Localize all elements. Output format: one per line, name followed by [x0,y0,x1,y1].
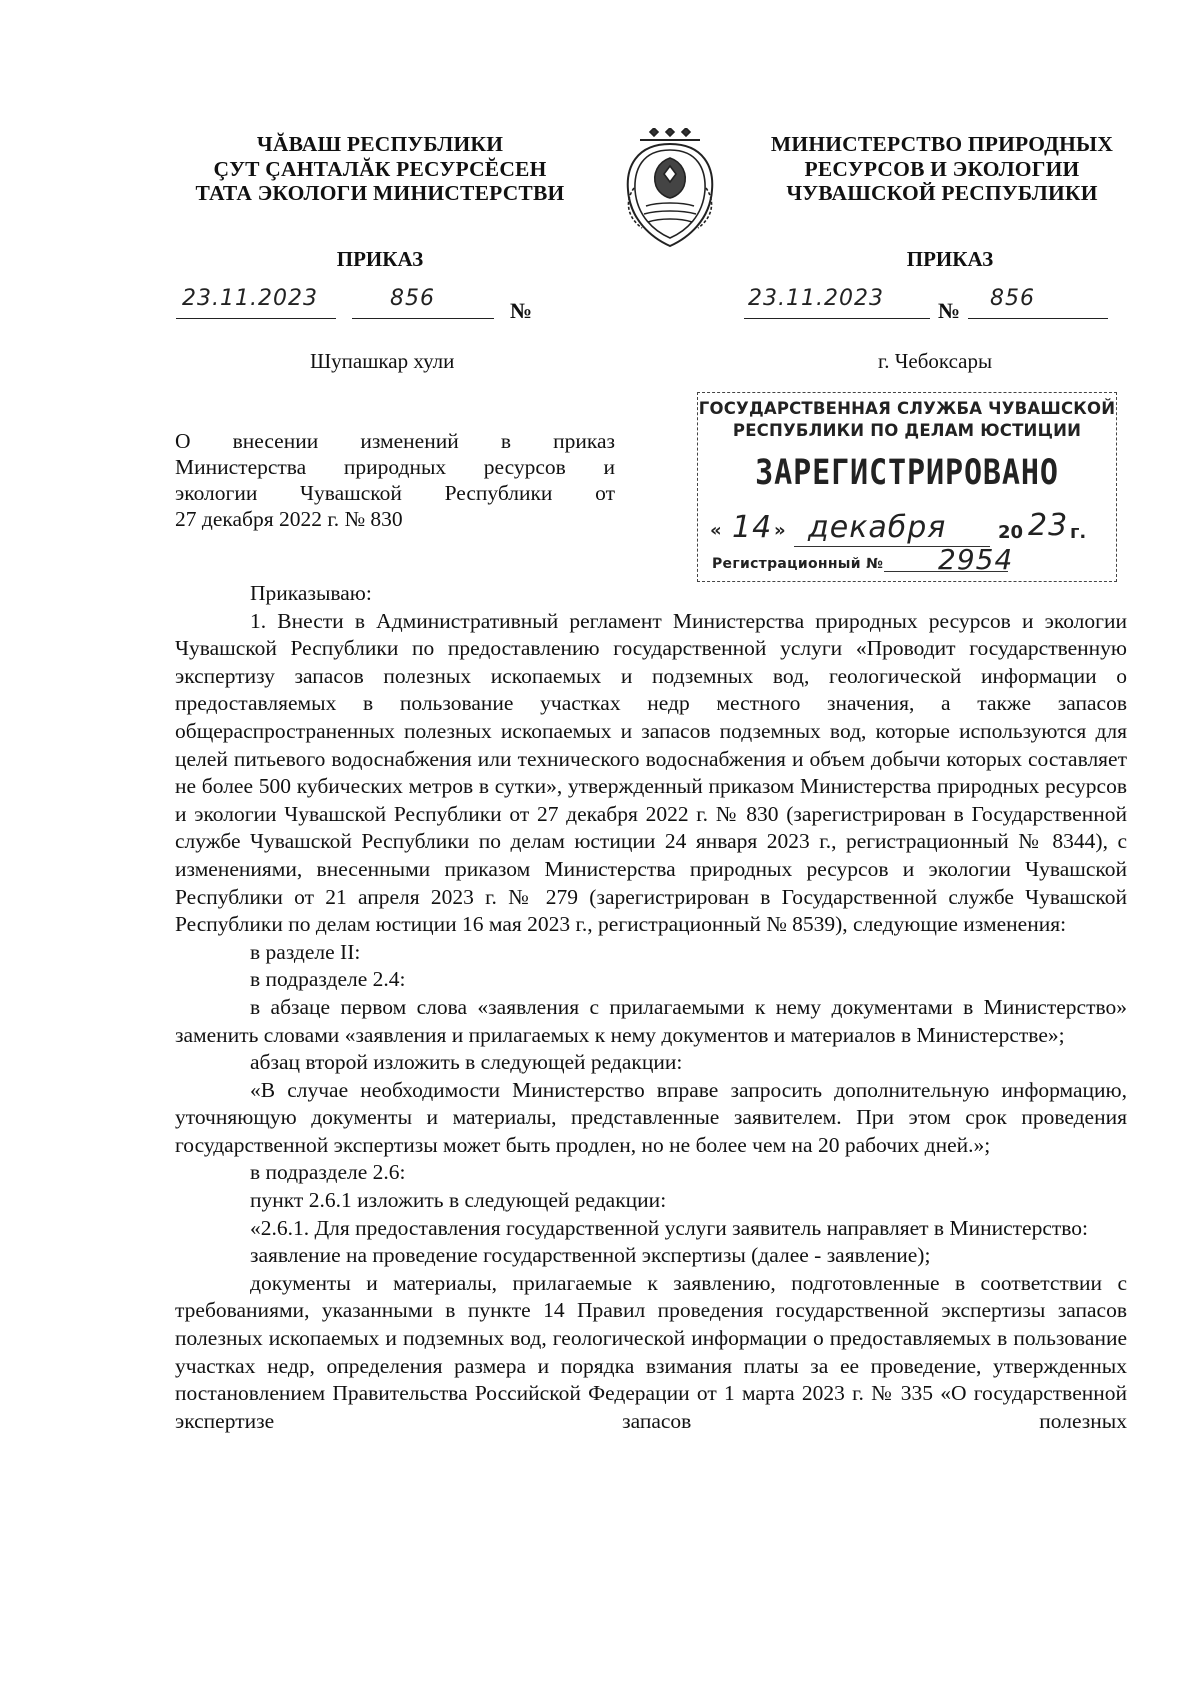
stamp-year-handwritten: 23 [1028,508,1069,543]
order-word: Приказываю: [250,581,372,605]
body-paragraph: в разделе II: [250,939,361,964]
subject-line: Министерства природных ресурсов и [175,455,615,479]
stamp-quote-open: « [710,520,722,541]
subject-line: экологии Чувашской Республики от [175,481,615,505]
header-left-line: ЧĂВАШ РЕСПУБЛИКИ [256,132,504,156]
body-paragraph: заявление на проведение государственной экспертизы (далее - заявление); [250,1243,931,1268]
stamp-date-row [698,510,1116,550]
body-paragraph: пункт 2.6.1 изложить в следующей редакции: [250,1188,667,1213]
left-number-handwritten: 856 [390,286,435,311]
stamp-year-unit: г. [1070,522,1087,543]
body-paragraph: в абзаце первом слова «заявления с прилагаемыми к нему документами в Министерство» заменить словами «заявления и прилагаемых к нему документов и материалов в Министерстве»; [175,994,1127,1047]
right-number-handwritten: 856 [990,286,1035,311]
coat-of-arms-emblem [614,128,726,250]
body-paragraph: документы и материалы, прилагаемые к заявлению, подготовленные в соответствии с требованиями, указанными в пункте 14 Правил проведения государственной экспертизы запасов полезных ископаемых и подземных вод, геологической информации о предоставляемых в пользование участках недр, определения размера и порядка взимания платы за ее проведение, утвержденных постановлением Правительства Российской Федерации от 1 марта 2023 г. № 335 «О государственной экспертизе запасов полезных [175,1270,1127,1433]
stamp-year-prefix: 20 [998,522,1024,543]
stamp-reg-underline [884,571,1008,572]
header-left-line: ÇУТ ÇАНТАЛĂК РЕСУРСĔСЕН [213,156,547,181]
stamp-quote-close: » [774,520,786,541]
body-paragraph: «2.6.1. Для предоставления государственной услуги заявитель направляет в Министерство: [250,1215,1088,1240]
prikaz-title-left: ПРИКАЗ [336,247,424,271]
stamp-registered-label: ЗАРЕГИСТРИРОВАНО [755,453,1059,493]
stamp-reg-number-handwritten: 2954 [938,543,1014,576]
header-right-line: ЧУВАШСКОЙ РЕСПУБЛИКИ [786,181,1098,205]
order-subject [175,428,615,532]
stamp-agency-line2: РЕСПУБЛИКИ ПО ДЕЛАМ ЮСТИЦИИ [732,421,1082,440]
body-paragraph: абзац второй изложить в следующей редакции: [250,1050,683,1075]
header-right [752,132,1132,206]
right-date-underline [744,318,930,319]
header-right-line: РЕСУРСОВ И ЭКОЛОГИИ [804,156,1080,181]
body-paragraph: в подразделе 2.6: [250,1160,406,1185]
left-number-underline [352,318,494,319]
place-left: Шупашкар хули [310,349,455,373]
body-paragraph: в подразделе 2.4: [250,967,406,992]
left-date-handwritten: 23.11.2023 [182,286,318,311]
subject-line: О внесении изменений в приказ [175,429,615,453]
prikaz-title-right: ПРИКАЗ [906,247,994,271]
number-sign-left: № [510,298,533,323]
header-left [190,132,570,206]
header-right-line: МИНИСТЕРСТВО ПРИРОДНЫХ [770,132,1114,156]
body-paragraph: 1. Внести в Административный регламент Министерства природных ресурсов и экологии Чувашской Республики по предоставлению государственной услуги «Проводит государственную экспертизу запасов полезных ископаемых и подземных вод, геологической информации о предоставляемых в пользование участках недр местного значения, а также запасов общераспространенных полезных ископаемых и запасов подземных вод, которые используются для целей питьевого водоснабжения или технического водоснабжения и объем добычи которых составляет не более 500 кубических метров в сутки», утвержденный приказом Министерства природных ресурсов и экологии Чувашской Республики от 27 декабря 2022 г. № 830 (зарегистрирован в Государственной службе Чувашской Республики по делам юстиции 24 января 2023 г., регистрационный № 8344), с изменениями, внесенными приказом Министерства природных ресурсов и экологии Чувашской Республики от 21 апреля 2023 г. № 279 (зарегистрирован в Государственной службе Чувашской Республики по делам юстиции 16 мая 2023 г., регистрационный № 8539), следующие изменения: [175,608,1127,937]
stamp-agency-line1: ГОСУДАРСТВЕННАЯ СЛУЖБА ЧУВАШСКОЙ [698,399,1116,418]
stamp-month-handwritten: декабря [808,510,947,545]
registration-stamp [697,392,1117,582]
number-sign-right: № [938,298,961,323]
place-right: г. Чебоксары [878,349,993,373]
stamp-day-handwritten: 14 [732,510,773,545]
right-date-handwritten: 23.11.2023 [748,286,884,311]
left-date-underline [176,318,336,319]
body-paragraph: «В случае необходимости Министерство вправе запросить дополнительную информацию, уточняющую документы и материалы, представленные заявителем. При этом срок проведения государственной экспертизы может быть продлен, но не более чем на 20 рабочих дней.»; [175,1077,1127,1157]
right-number-underline [968,318,1108,319]
order-body [175,580,1127,1435]
subject-line: 27 декабря 2022 г. № 830 [175,507,403,531]
stamp-reg-label: Регистрационный № [712,556,884,572]
header-left-line: ТАТА ЭКОЛОГИ МИНИСТЕРСТВИ [195,181,565,205]
